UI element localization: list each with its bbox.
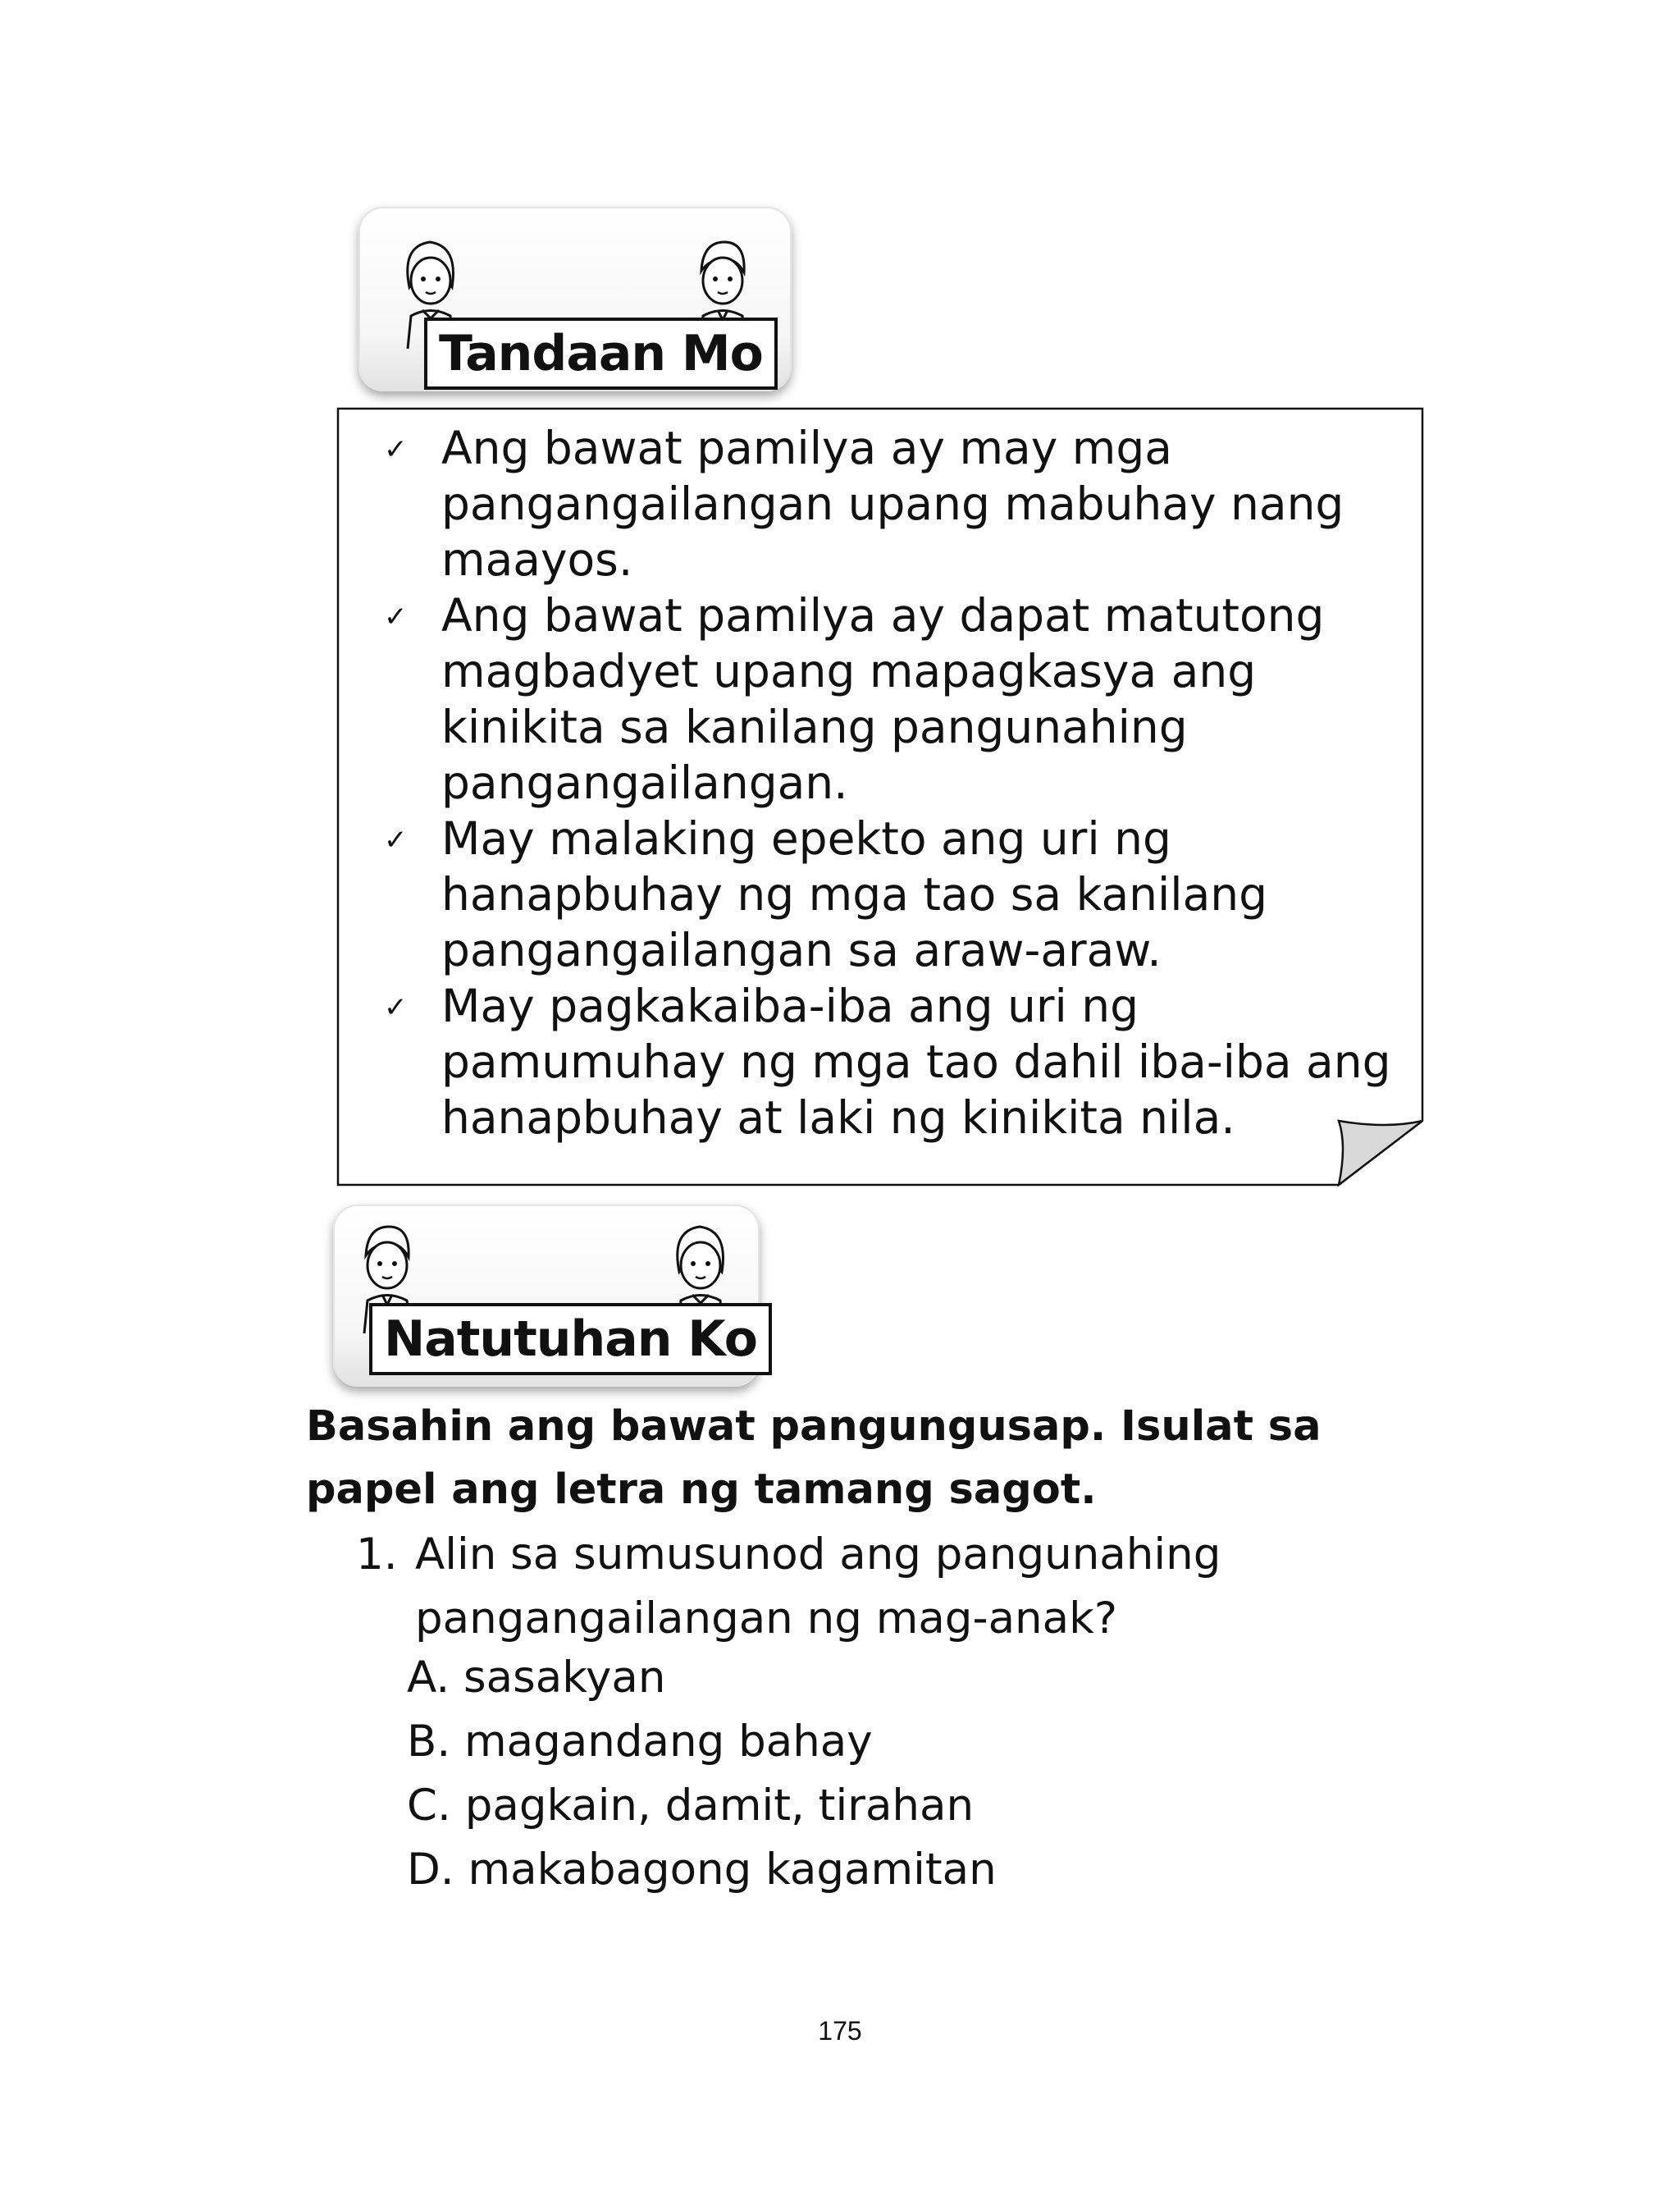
checkmark-icon: ✓ xyxy=(384,824,408,857)
question-1 xyxy=(356,1523,1422,1651)
natutuhan-ko-banner xyxy=(333,1205,760,1387)
natutuhan-ko-title: Natutuhan Ko xyxy=(369,1303,772,1375)
point-text: Ang bawat pamilya ay may mga pangangailangan upang mabuhay nang maayos. xyxy=(441,422,1344,586)
answer-choices xyxy=(407,1646,997,1902)
point-text: May malaking epekto ang uri ng hanapbuhay ng mga tao sa kanilang pangangailangan sa araw-araw. xyxy=(441,812,1268,976)
tandaan-note-box xyxy=(336,407,1424,1186)
list-item xyxy=(384,420,1391,588)
tandaan-mo-title: Tandaan Mo xyxy=(424,318,778,390)
checkmark-icon: ✓ xyxy=(384,433,408,466)
choice-b: B. magandang bahay xyxy=(407,1717,873,1767)
checkmark-icon: ✓ xyxy=(384,991,408,1024)
question-text: Alin sa sumusunod ang pangunahing pangangailangan ng mag-anak? xyxy=(415,1529,1221,1644)
checkmark-icon: ✓ xyxy=(384,601,408,633)
choice-a: A. sasakyan xyxy=(407,1653,666,1703)
list-item xyxy=(384,588,1391,811)
tandaan-points-list xyxy=(384,420,1391,1145)
instructions-text: Basahin ang bawat pangungusap. Isulat sa papel ang letra ng tamang sagot. xyxy=(306,1402,1322,1514)
choice-d: D. makabagong kagamitan xyxy=(407,1845,997,1895)
list-item xyxy=(384,811,1391,978)
list-item xyxy=(384,978,1391,1145)
tandaan-mo-banner xyxy=(358,207,792,391)
choice-c: C. pagkain, damit, tirahan xyxy=(407,1781,975,1831)
point-text: May pagkakaiba-iba ang uri ng pamumuhay ng mga tao dahil iba-iba ang hanapbuhay at laki ng kinikita nila. xyxy=(441,980,1391,1144)
page-number: 175 xyxy=(818,2016,862,2046)
question-number: 1. xyxy=(356,1529,398,1580)
point-text: Ang bawat pamilya ay dapat matutong magbadyet upang mapagkasya ang kinikita sa kanilang pangunahing pangangailangan. xyxy=(441,589,1325,809)
